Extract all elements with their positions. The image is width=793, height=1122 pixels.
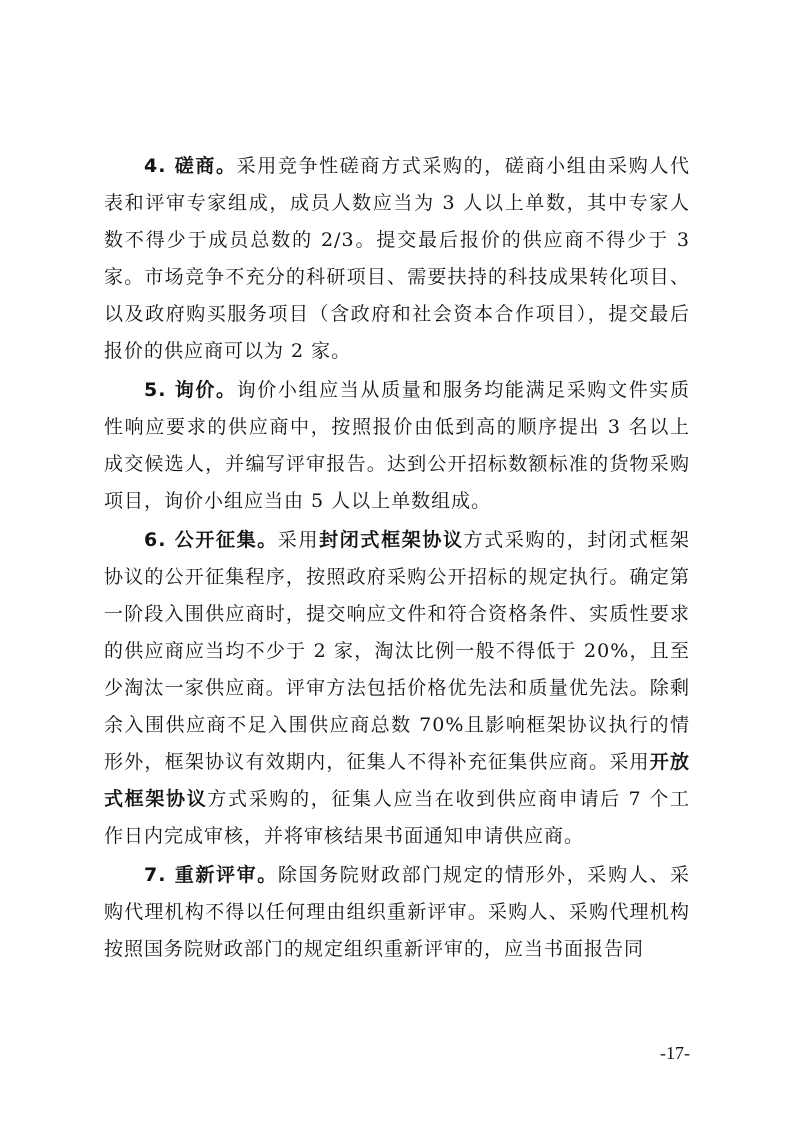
document-body <box>104 148 690 968</box>
section-heading: 4. 磋商。 <box>144 155 237 177</box>
paragraph-text: 除国务院财政部门规定的情形外，采购人、采购代理机构不得以任何理由组织重新评审。采购人、采购代理机构按照国务院财政部门的规定组织重新评审的，应当书面报告同 <box>104 864 690 960</box>
paragraph-text: 方式采购的，封闭式框架协议的公开征集程序，按照政府采购公开招标的规定执行。确定第一阶段入围供应商时，提交响应文件和符合资格条件、实质性要求的供应商应当均不少于 2 家，淘汰比例一般不得低于 20%，且至少淘汰一家供应商。评审方法包括价格优先法和质量优先法。除剩余入围供应商不足入围供应商总数 70%且影响框架协议执行的情形外，框架协议有效期内，征集人不得补充征集供应商。采用 <box>104 529 690 773</box>
bold-term: 封闭式框架协议 <box>319 529 464 551</box>
paragraph-re-evaluation <box>104 857 690 968</box>
section-heading: 5. 询价。 <box>144 379 237 401</box>
paragraph-text: 采用 <box>277 529 320 551</box>
section-heading: 7. 重新评审。 <box>144 864 278 886</box>
bold-term: 开放式框架协议 <box>104 751 690 810</box>
paragraph-text: 采用竞争性磋商方式采购的，磋商小组由采购人代表和评审专家组成，成员人数应当为 3 人以上单数，其中专家人数不得少于成员总数的 2/3。提交最后报价的供应商不得少于 3 家。市场竞争不充分的科研项目、需要扶持的科技成果转化项目、以及政府购买服务项目（含政府和社会资本合作项目），提交最后报价的供应商可以为 2 家。 <box>104 155 690 362</box>
paragraph-negotiation <box>104 148 690 370</box>
paragraph-inquiry <box>104 372 690 520</box>
page-number: -17- <box>660 1043 690 1063</box>
paragraph-text: 方式采购的，征集人应当在收到供应商申请后 7 个工作日内完成审核，并将审核结果书面通知申请供应商。 <box>104 788 690 847</box>
section-heading: 6. 公开征集。 <box>144 529 278 551</box>
paragraph-text: 询价小组应当从质量和服务均能满足采购文件实质性响应要求的供应商中，按照报价由低到高的顺序提出 3 名以上成交候选人，并编写评审报告。达到公开招标数额标准的货物采购项目，询价小组应当由 5 人以上单数组成。 <box>104 379 690 512</box>
paragraph-public-solicitation <box>104 522 690 855</box>
